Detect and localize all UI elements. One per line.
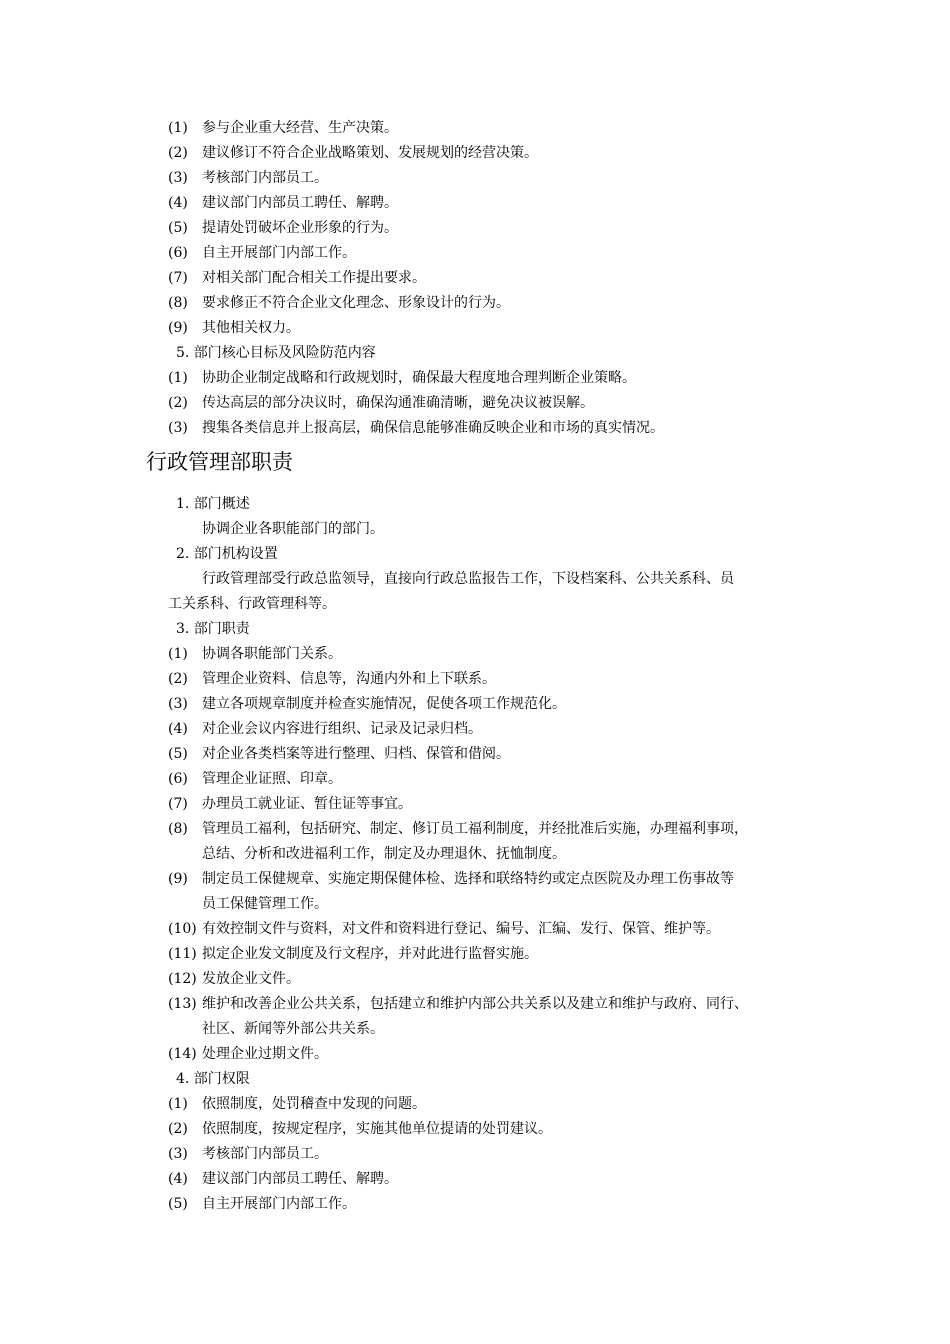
list-item-text: 对企业各类档案等进行整理、归档、保管和借阅。 (202, 746, 510, 762)
list-item-number: (3) (168, 170, 188, 186)
list-item-number: (5) (168, 220, 188, 236)
list-item-number: (4) (168, 1171, 188, 1187)
list-item-number: (4) (168, 721, 188, 737)
list-item-number: (5) (168, 746, 188, 762)
list-item-number: (4) (168, 195, 188, 211)
list-item-number: (3) (168, 696, 188, 712)
list-item (168, 1092, 818, 1117)
list-item-number: (1) (168, 370, 188, 386)
list-item-number: (7) (168, 270, 188, 286)
list-item (168, 1167, 818, 1192)
list-item-text: 建立各项规章制度并检查实施情况，促使各项工作规范化。 (202, 696, 566, 712)
section-5-heading: 5. 部门核心目标及风险防范内容 (176, 345, 376, 361)
list-item-text: 依照制度，按规定程序，实施其他单位提请的处罚建议。 (202, 1121, 552, 1137)
list-item-text: 对企业会议内容进行组织、记录及记录归档。 (202, 721, 482, 737)
list-item-number: (8) (168, 821, 188, 837)
list-item-number: (6) (168, 771, 188, 787)
list-item-number: (9) (168, 871, 188, 887)
list-item-text: 制定员工保健规章、实施定期保健体检、选择和联络特约或定点医院及办理工伤事故等 (202, 871, 734, 887)
overview-text: 协调企业各职能部门的部门。 (202, 521, 384, 537)
list-item (168, 742, 818, 767)
list-item (168, 241, 818, 266)
structure-text (168, 567, 818, 617)
list-item-text: 建议部门内部员工聘任、解聘。 (202, 195, 398, 211)
list-item (168, 266, 818, 291)
list-item-number: (2) (168, 671, 188, 687)
list-item-number: (8) (168, 295, 188, 311)
list-item (168, 291, 818, 316)
list-item-number: (2) (168, 145, 188, 161)
list-item-text: 自主开展部门内部工作。 (202, 1196, 356, 1212)
list-item-text: 考核部门内部员工。 (202, 1146, 328, 1162)
list-item (168, 667, 818, 692)
list-item (168, 316, 818, 341)
list-item-number: (1) (168, 1096, 188, 1112)
list-item (168, 1142, 818, 1167)
list-item-text: 考核部门内部员工。 (202, 170, 328, 186)
list-item (168, 917, 818, 942)
list-item (168, 642, 818, 667)
list-item (168, 1042, 818, 1067)
list-item-text: 依照制度，处罚稽查中发现的问题。 (202, 1096, 426, 1112)
list-item-number: (12) (168, 971, 197, 987)
list-item (168, 166, 818, 191)
structure-heading: 2. 部门机构设置 (176, 546, 278, 562)
list-item (168, 216, 818, 241)
list-item (168, 992, 818, 1042)
list-item-number: (7) (168, 796, 188, 812)
list-item-number: (14) (168, 1046, 197, 1062)
list-item (168, 391, 818, 416)
list-item-text: 要求修正不符合企业文化理念、形象设计的行为。 (202, 295, 510, 311)
list-item (168, 942, 818, 967)
overview-heading: 1. 部门概述 (176, 496, 250, 512)
core-goals-list (168, 366, 818, 441)
list-item-text: 建议部门内部员工聘任、解聘。 (202, 1171, 398, 1187)
document-content (146, 116, 818, 1217)
list-item (168, 116, 818, 141)
list-item-number: (6) (168, 245, 188, 261)
list-item-text: 建议修订不符合企业战略策划、发展规划的经营决策。 (202, 145, 538, 161)
list-item-number: (3) (168, 1146, 188, 1162)
list-item-text: 对相关部门配合相关工作提出要求。 (202, 270, 426, 286)
list-item-number: (11) (168, 946, 197, 962)
list-item (168, 366, 818, 391)
list-item-text: 员工保健管理工作。 (202, 896, 328, 912)
list-item (168, 717, 818, 742)
list-item-text: 搜集各类信息并上报高层，确保信息能够准确反映企业和市场的真实情况。 (202, 420, 664, 436)
list-item-text: 参与企业重大经营、生产决策。 (202, 120, 398, 136)
section-title: 行政管理部职责 (146, 450, 293, 474)
duties-heading: 3. 部门职责 (176, 621, 250, 637)
powers-list (168, 1092, 818, 1217)
list-item-number: (13) (168, 996, 197, 1012)
list-item-text: 管理企业资料、信息等，沟通内外和上下联系。 (202, 671, 496, 687)
list-item-text: 处理企业过期文件。 (202, 1046, 328, 1062)
list-item (168, 191, 818, 216)
list-item-number: (10) (168, 921, 197, 937)
list-item-number: (2) (168, 1121, 188, 1137)
list-item-text: 其他相关权力。 (202, 320, 300, 336)
powers-heading: 4. 部门权限 (176, 1071, 250, 1087)
list-item-text: 协调各职能部门关系。 (202, 646, 342, 662)
list-item (168, 767, 818, 792)
list-item-text: 协助企业制定战略和行政规划时，确保最大程度地合理判断企业策略。 (202, 370, 636, 386)
list-item-number: (9) (168, 320, 188, 336)
duties-list (168, 642, 818, 1067)
list-item-number: (3) (168, 420, 188, 436)
authority-list (168, 116, 818, 341)
list-item (168, 1117, 818, 1142)
list-item-number: (1) (168, 120, 188, 136)
list-item-text: 提请处罚破坏企业形象的行为。 (202, 220, 398, 236)
list-item-text: 拟定企业发文制度及行文程序，并对此进行监督实施。 (202, 946, 538, 962)
list-item-text: 管理企业证照、印章。 (202, 771, 342, 787)
list-item-text: 传达高层的部分决议时，确保沟通准确清晰，避免决议被误解。 (202, 395, 594, 411)
list-item-text: 自主开展部门内部工作。 (202, 245, 356, 261)
list-item-text: 有效控制文件与资料，对文件和资料进行登记、编号、汇编、发行、保管、维护等。 (202, 921, 720, 937)
structure-text-line-2: 工关系科、行政管理科等。 (168, 596, 336, 612)
list-item-text: 发放企业文件。 (202, 971, 300, 987)
structure-text-line-1: 行政管理部受行政总监领导，直接向行政总监报告工作，下设档案科、公共关系科、员 (202, 571, 734, 587)
list-item (168, 867, 818, 917)
list-item-number: (5) (168, 1196, 188, 1212)
list-item-number: (2) (168, 395, 188, 411)
list-item (168, 817, 818, 867)
list-item (168, 141, 818, 166)
list-item-text: 社区、新闻等外部公共关系。 (202, 1021, 384, 1037)
list-item-number: (1) (168, 646, 188, 662)
list-item-text: 维护和改善企业公共关系，包括建立和维护内部公共关系以及建立和维护与政府、同行、 (202, 996, 748, 1012)
list-item (168, 792, 818, 817)
list-item-text: 总结、分析和改进福利工作，制定及办理退休、抚恤制度。 (202, 846, 566, 862)
list-item-text: 办理员工就业证、暂住证等事宜。 (202, 796, 412, 812)
list-item (168, 416, 818, 441)
list-item (168, 967, 818, 992)
list-item (168, 692, 818, 717)
list-item-text: 管理员工福利，包括研究、制定、修订员工福利制度，并经批准后实施，办理福利事项， (202, 821, 748, 837)
list-item (168, 1192, 818, 1217)
